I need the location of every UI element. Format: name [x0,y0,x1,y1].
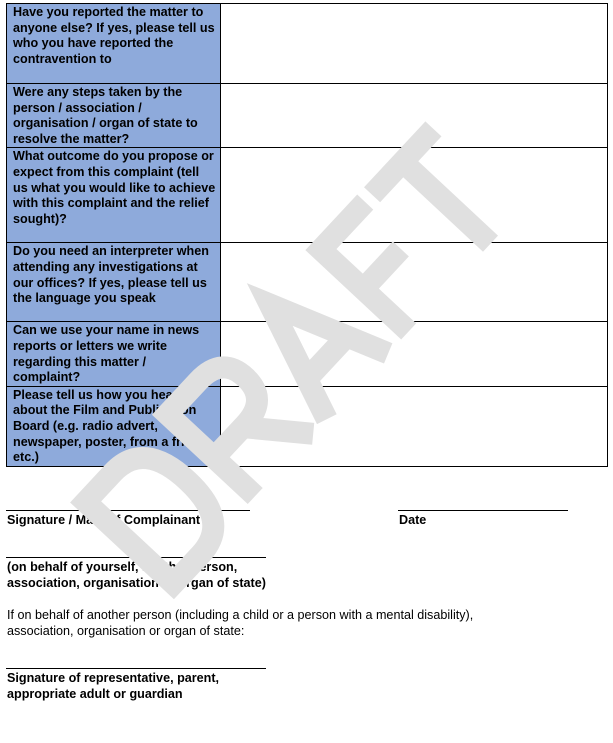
question-name-use: Can we use your name in news reports or letters we write regarding this matter / complaint? [7,322,221,386]
table-row [7,243,608,322]
answer-heard-about[interactable] [221,386,608,466]
representative-signature-line[interactable] [6,668,266,669]
answer-name-use[interactable] [221,322,608,386]
complainant-signature-label: Signature / Mark of Complainant [7,513,201,527]
complainant-signature-line[interactable] [6,510,250,511]
table-row [7,386,608,466]
question-interpreter: Do you need an interpreter when attending any investigations at our offices? If yes, please tell us the language you speak [7,243,221,322]
behalf-label-line1: (on behalf of yourself, another person, [7,560,238,574]
complaint-details-table [6,3,608,467]
date-line[interactable] [398,510,568,511]
table-row [7,322,608,386]
table-row [7,148,608,243]
question-steps-taken: Were any steps taken by the person / association / organisation / organ of state to resolve the matter? [7,84,221,148]
answer-interpreter[interactable] [221,243,608,322]
other-party-note-line1: If on behalf of another person (including a child or a person with a mental disability), [7,608,474,622]
answer-expected-outcome[interactable] [221,148,608,243]
question-heard-about: Please tell us how you heard about the Film and Publication Board (e.g. radio advert, newspaper, poster, from a friend, etc.) [7,386,221,466]
date-label: Date [399,513,427,527]
representative-label-line2: appropriate adult or guardian [7,687,183,701]
table-row [7,4,608,84]
behalf-label-line2: association, organisation or organ of state) [7,576,266,590]
question-expected-outcome: What outcome do you propose or expect from this complaint (tell us what you would like to achieve with this complaint and the relief sought)? [7,148,221,243]
answer-steps-taken[interactable] [221,84,608,148]
answer-reported-elsewhere[interactable] [221,4,608,84]
behalf-signature-line[interactable] [6,557,266,558]
table-row [7,84,608,148]
representative-label-line1: Signature of representative, parent, [7,671,220,685]
other-party-note-line2: association, organisation or organ of state: [7,624,245,638]
question-reported-elsewhere: Have you reported the matter to anyone else? If yes, please tell us who you have reported the contravention to [7,4,221,84]
